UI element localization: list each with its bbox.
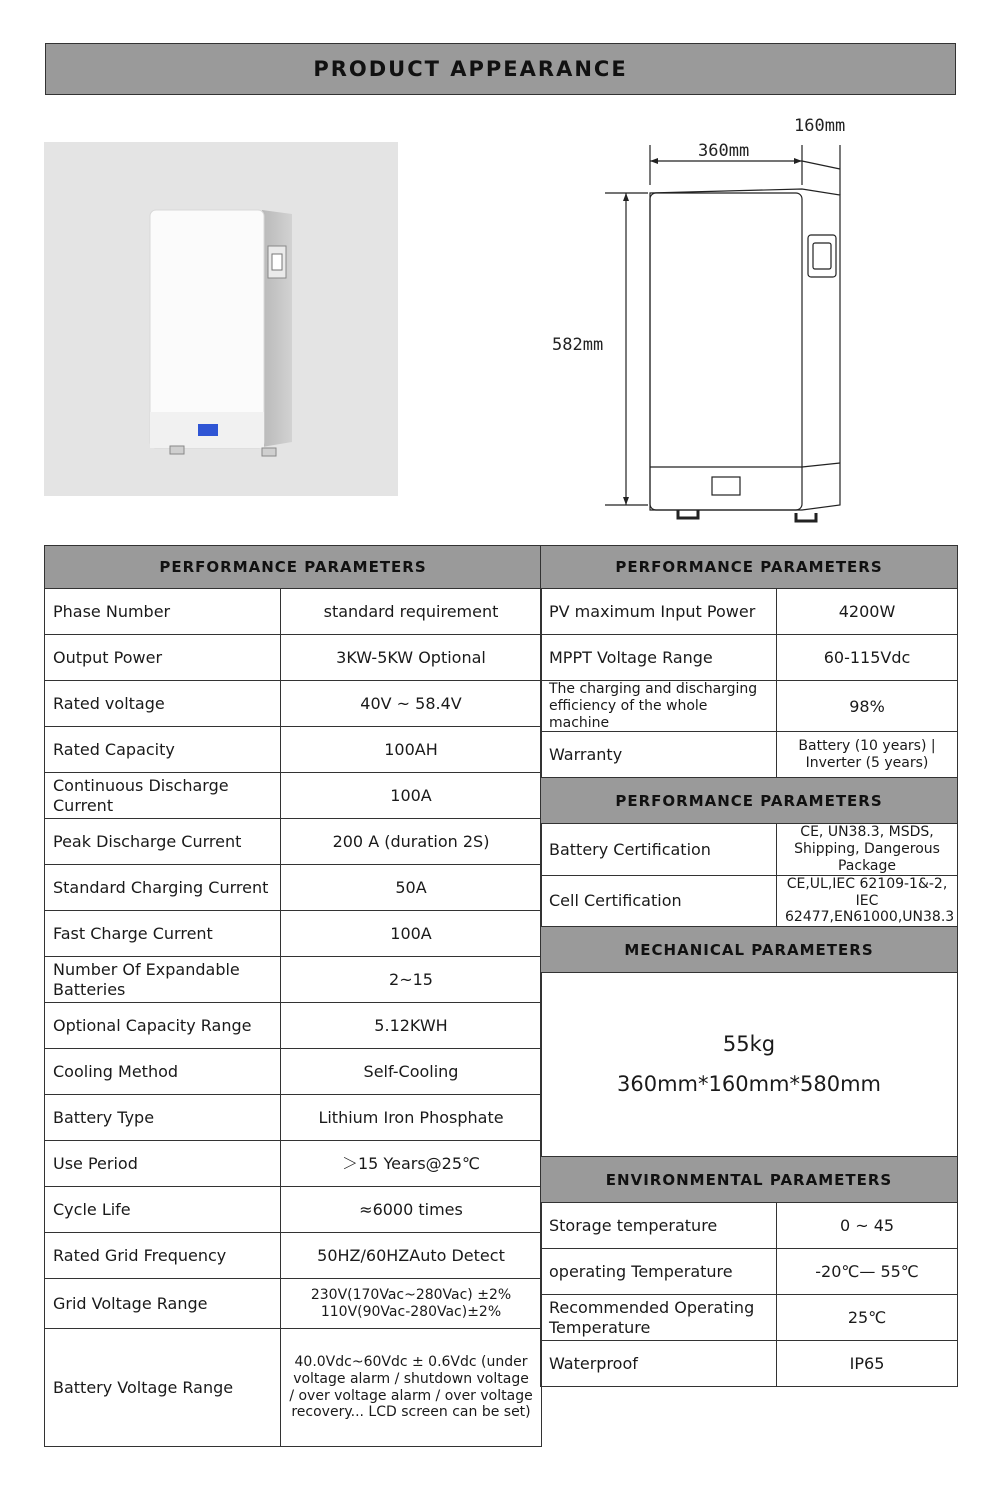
- size-value: 360mm*160mm*580mm: [617, 1071, 881, 1096]
- table-row: Cooling Method Self-Cooling: [45, 1049, 542, 1095]
- depth-dimension: 160mm: [794, 116, 846, 136]
- table-row: Fast Charge Current 100A: [45, 911, 542, 957]
- table-row: Rated Capacity 100AH: [45, 727, 542, 773]
- table-row: Cycle Life ≈6000 times: [45, 1187, 542, 1233]
- table-row: Battery Voltage Range 40.0Vdc~60Vdc ± 0.6Vdc (under voltage alarm / shutdown voltage / over voltage alarm / over voltage recovery... LCD screen can be set): [45, 1329, 542, 1447]
- table-row: PV maximum Input Power 4200W: [541, 589, 958, 635]
- table-row: Use Period ＞15 Years@25℃: [45, 1141, 542, 1187]
- width-dimension: 360mm: [698, 141, 750, 161]
- banner-title: PRODUCT APPEARANCE: [313, 57, 628, 81]
- performance-table-right: [540, 545, 958, 1387]
- battery-render-image: [44, 142, 398, 496]
- performance-table-left: [44, 545, 542, 1447]
- dimension-drawing: [540, 105, 870, 535]
- table-row: Waterproof IP65: [541, 1341, 958, 1387]
- table-row: Rated Grid Frequency 50HZ/60HZAuto Detect: [45, 1233, 542, 1279]
- table-row: Output Power 3KW-5KW Optional: [45, 635, 542, 681]
- table-row: Rated voltage 40V ~ 58.4V: [45, 681, 542, 727]
- table-row: operating Temperature -20℃— 55℃: [541, 1249, 958, 1295]
- right-perf-header: PERFORMANCE PARAMETERS: [541, 546, 958, 589]
- table-row: Battery Certification CE, UN38.3, MSDS, Shipping, Dangerous Package: [541, 824, 958, 875]
- product-photo: [44, 142, 398, 496]
- table-row: Phase Number standard requirement: [45, 589, 542, 635]
- table-row: Continuous Discharge Current 100A: [45, 773, 542, 819]
- table-row: Battery Type Lithium Iron Phosphate: [45, 1095, 542, 1141]
- table-row: Number Of Expandable Batteries 2~15: [45, 957, 542, 1003]
- table-row: Peak Discharge Current 200 A (duration 2S): [45, 819, 542, 865]
- table-row: Recommended Operating Temperature 25℃: [541, 1295, 958, 1341]
- mechanical-values: [541, 973, 958, 1157]
- table-row: The charging and discharging efficiency of the whole machine 98%: [541, 681, 958, 732]
- left-table-header: PERFORMANCE PARAMETERS: [45, 546, 542, 589]
- environmental-header: ENVIRONMENTAL PARAMETERS: [541, 1157, 958, 1203]
- section-banner: [45, 43, 956, 95]
- table-row: Warranty Battery (10 years) | Inverter (5 years): [541, 732, 958, 778]
- table-row: Grid Voltage Range 230V(170Vac~280Vac) ±2% 110V(90Vac-280Vac)±2%: [45, 1279, 542, 1329]
- table-row: Optional Capacity Range 5.12KWH: [45, 1003, 542, 1049]
- table-row: Storage temperature 0 ~ 45: [541, 1203, 958, 1249]
- mechanical-header: MECHANICAL PARAMETERS: [541, 927, 958, 973]
- right-cert-header: PERFORMANCE PARAMETERS: [541, 778, 958, 824]
- weight-value: 55kg: [722, 1032, 776, 1057]
- table-row: Standard Charging Current 50A: [45, 865, 542, 911]
- table-row: Cell Certification CE,UL,IEC 62109-1&-2, IEC 62477,EN61000,UN38.3: [541, 875, 958, 926]
- table-row: MPPT Voltage Range 60-115Vdc: [541, 635, 958, 681]
- height-dimension: 582mm: [552, 335, 604, 355]
